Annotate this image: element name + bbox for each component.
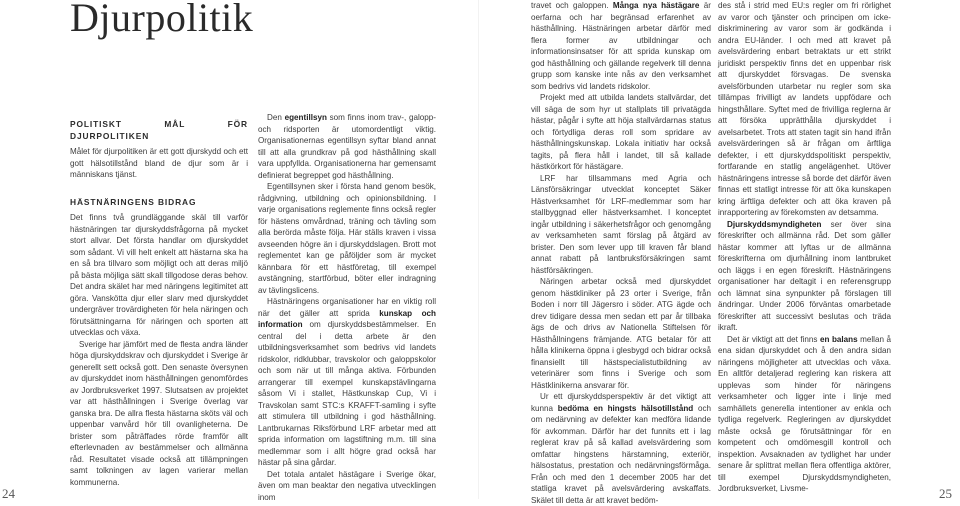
- column-4: [718, 0, 891, 496]
- paragraph: travet och galoppen. Många nya hästägare är oerfarna och har begränsad erfarenhet av hästhållning. Hästnäringen arbetar därför med flera former av utbildningar och informationsinsatser för att sprida kunskap om god hästhållning och gällande regelverk till denna grupp som kanske inte nås av den verksamhet som bedrivs vid landets ridskolor.: [531, 1, 711, 91]
- column-1: [70, 119, 248, 494]
- paragraph: Egentillsynen sker i första hand genom besök, rådgivning, utbildning och opinionsbildning. I varje organisations reglemente finns också regler för hästens omvårdnad, träning och tävling som alla berörda måste följa. Här ställs kraven i vissa avseenden högre än i djurskyddslagen. Brott mot reglementet kan ge påföljder som är mycket kännbara för ett hästföretag, till exempel avstängning, startförbud, böter eller indragning av tävlingslicens.: [258, 182, 436, 295]
- page-title: Djurpolitik: [70, 0, 254, 40]
- bold-term: Många nya hästägare: [612, 1, 700, 10]
- heading-industry-contribution: HÄSTNÄRINGENS BIDRAG: [70, 196, 197, 207]
- bold-term: en balans: [819, 334, 858, 344]
- paragraph: Djurskyddsmyndigheten ser över sina föreskrifter och allmänna råd. Det som gäller hästar kommer att lyftas ur de allmänna föreskrifterna om djurhållning inom lantbruket och läggs i en egen föreskrift. Hästnäringens organisationer har deltagit i en referensgrupp och lämnat sina synpunkter på förslagen till ändringar. Under 2006 förväntas omarbetade föreskrifter att successivt beslutas och träda ikraft.: [718, 219, 891, 332]
- column-3: [531, 0, 711, 505]
- paragraph: Hästnäringens organisationer har en viktig roll när det gäller att sprida kunskap och information om djurskyddsbestämmelser. En central del i detta arbete är den utbildningsverksamhet som bedrivs vid landets ridskolor, ridklubbar, travskolor och galoppskolor och som när ut till många aktiva. Förbunden arrangerar till exempel kunskapstävlingarna såsom Vi i stallet, Hästkunskap Cup, Vi i Travskolan samt STC:s KRAFFT-samling i syfte att stimulera till utbildning i god hästhållning. Lantbrukarnas Riksförbund LRF arbetar med att sprida information om lagstiftning m.m. till sina medlemmar som i allt högre grad också har hästar på sina gårdar.: [258, 297, 436, 467]
- column-2: [258, 112, 436, 502]
- paragraph: Det är viktigt att det finns en balans mellan å ena sidan djurskyddet och å den andra sidan näringens möjligheter att utvecklas och växa. En alltför detaljerad reglering kan riskera att upplevas som hinder för näringens verksamheter och ligger inte i linje med samhällets generella intentioner av enkla och tydliga regelverk. Regleringen av djurskyddet måste också ge förutsättningar för en kompetent och omdömesgill kontroll och inspektion. Avsaknaden av tydlighet har under senare år splittrat mellan flera offentliga aktörer, till exempel Djurskyddsmyndigheten, Jordbruksverket, Livsme-: [718, 334, 892, 493]
- paragraph: Det totala antalet hästägare i Sverige ökar, även om man beaktar den negativa utvecklingen inom: [258, 469, 436, 502]
- paragraph: Näringen arbetar också med djurskyddet genom hästkliniker på 23 orter i Sverige, från Boden i norr till Jägersro i söder. ATG ägde och drev tidigare dessa men sedan ett par år tillbaka ägs de och drivs av Nationella Stiftelsen för Hästhållningens främjande. ATG betalar för att hålla klinikerna öppna i glesbygd och bidrar också finansiellt till hästspecialistutbildning av veterinärer som finns i Sverige och som Hästklinikerna ansvarar för.: [531, 277, 711, 390]
- paragraph: LRF har tillsammans med Agria och Länsförsäkringar utvecklat konceptet Säker Hästverksamhet för LRF-medlemmar som har stallbyggnad eller hästverksamhet. I konceptet ingår utbildning i säkerhetsfrågor och genomgång av verksamheten samt förslag på åtgärd av brister. Den som lever upp till kraven får bland annat rabatt på lantbruksförsäkringen samt hästförsäkringen.: [531, 173, 711, 275]
- bold-term: bedöma en hingsts hälsotillstånd: [557, 403, 694, 413]
- page-gutter: [478, 0, 479, 499]
- heading-political-goal: POLITISKT MÅL FÖR DJURPOLITIKEN: [70, 119, 248, 141]
- page-number-left: 24: [2, 486, 15, 501]
- bold-term: egentillsyn: [284, 113, 327, 122]
- bold-term: kunskap och information: [258, 308, 436, 329]
- paragraph: Det finns två grundläggande skäl till varför hästnäringen tar djurskyddsfrågorna på mycket stort allvar. Det första handlar om djurskyddet som sådant. Vi vill helt enkelt att hästarna ska ha en så bra tillvaro som möjligt och att deras miljö på bästa möjliga sätt skall tillgodose deras behov. Det andra skälet har med näringens legitimitet att göra. Vanskötta djur eller slarv med djurskyddet undergräver trovärdigheten för hela näringen och förutsättningarna för näringen och sporten att utvecklas och växa.: [70, 213, 248, 337]
- paragraph: Målet för djurpolitiken är ett gott djurskydd och ett gott hälsotillstånd bland de djur som är i människans tjänst.: [70, 147, 248, 179]
- paragraph: Ur ett djurskyddsperspektiv är det viktigt att kunna bedöma en hingsts hälsotillstånd och om nedärvning av defekter kan medföra lidande för avkomman. Därför har det funnits ett i lag reglerat krav på så kallad avelsvärdering som omfattar hingstens härstamning, exteriör, hälsostatus, prestation och nedärvningsförmåga. Från och med den 1 december 2005 har det statliga kravet på avelsvärdering avskaffats. Skälet till detta är att kravet bedöm-: [531, 392, 711, 505]
- paragraph: Sverige har jämfört med de flesta andra länder höga djurskyddskrav och djurskyddet i Sverige är generellt sett också gott. Den senaste översynen av djurskyddet inom hästhållningen genomfördes av Jordbruksverket 1997. Slutsatsen av projektet var att hästhållningen i Sverige överlag var ganska bra. De allra flesta hästarna sköts väl och uppenbar vanvård hör till ovanligheterna. De brister som påträffades rörde framför allt efterlevnaden av bestämmelser och allmänna råd. Resultatet visade också att tillämpningen samt tolkningen av lagen varierar mellan kommunerna.: [70, 339, 248, 487]
- bold-term: Djurskyddsmyndigheten: [727, 219, 822, 229]
- paragraph: Den egentillsyn som finns inom trav-, galopp- och ridsporten är utomordentligt viktig. Organisationernas egentillsyn syftar bland annat till att alla grundkrav på god hästhållning skall vara uppfyllda. Organisationerna har gemensamt definierat begreppet god hästhållning.: [258, 113, 436, 180]
- paragraph: Projekt med att utbilda landets stallvärdar, det vill säga de som hyr ut stallplats till privatägda hästar, pågår i syfte att höja stallvärdarnas status och förtydliga deras roll som spridare av hästhållningskunskap. Lokala initiativ har också tagits, på flera håll i landet, till så kallade hästkörkort för hästägare.: [531, 93, 711, 171]
- paragraph: des stå i strid med EU:s regler om fri rörlighet av varor och tjänster och principen om icke-diskriminering av varor som är godkända i andra EU-länder. I och med att kravet på avelsvärdering enbart betraktats ur ett strikt juridiskt perspektiv finns det en uppenbar risk att djurskyddet försvagas. De svenska avelsförbunden utarbetar nu regler som ska tillämpas frivilligt av landets uppfödare och hingsthållare. Syftet med de frivilliga reglerna är att försöka upprätthålla djurskyddet i avelsarbetet. Trots att staten tagit sin hand ifrån avelsvärderingen så är frågan om ärftliga defekter, i ett djurskyddspolitiskt perspektiv, fortfarande en statlig angelägenhet. Utöver hästnäringens intresse så borde det därför även finnas ett statligt intresse för att öka kunskapen kring ärftliga defekter och att öka kraven på inrapportering av förekomsten av detsamma.: [718, 1, 891, 217]
- page-number-right: 25: [939, 486, 952, 501]
